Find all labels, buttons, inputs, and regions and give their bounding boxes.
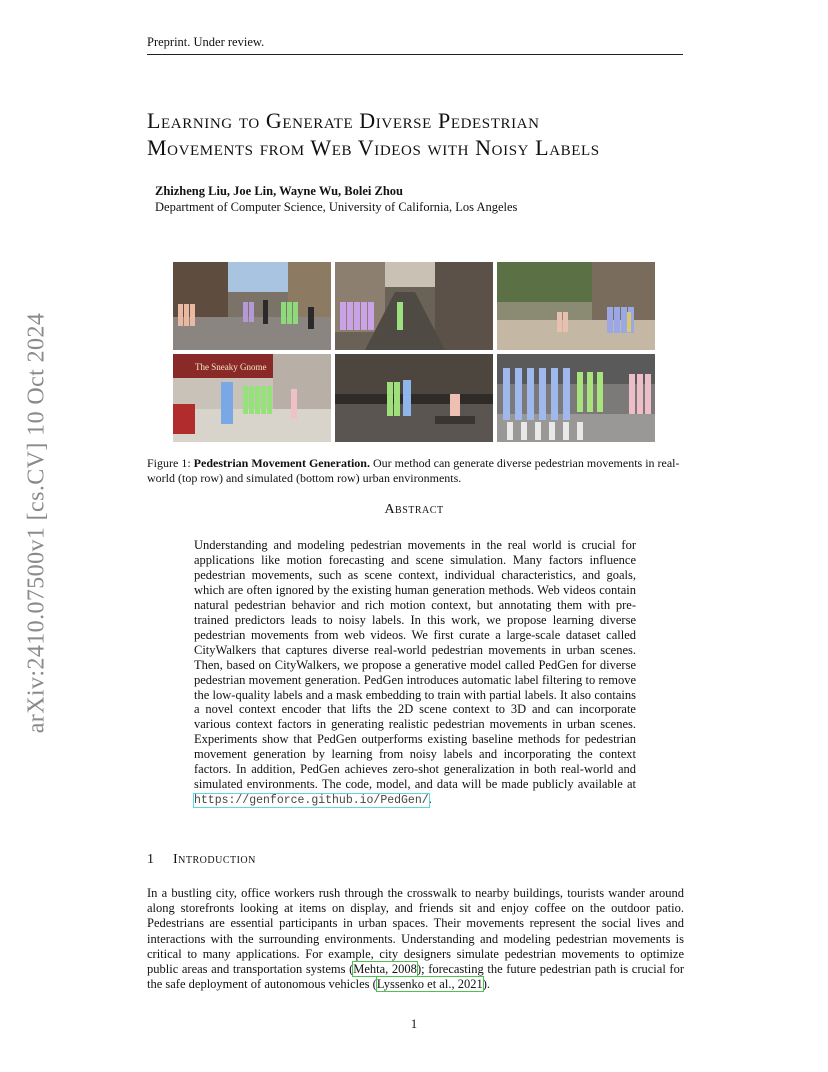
caption-text: Our method can generate diverse pedestrian movements in real-world (top row) and simulated (bottom row) urban environments. [147, 456, 680, 485]
title-line-2: Movements from Web Videos with Noisy Labels [147, 135, 600, 160]
figure-panel-sim-storefront [173, 354, 331, 442]
intro-text-2: ); forecasting the future pedestrian path is crucial for the safe deployment of autonomous vehicles ( [147, 962, 684, 992]
author-list: Zhizheng Liu, Joe Lin, Wayne Wu, Bolei Zhou [155, 184, 403, 198]
figure-panel-alley [335, 262, 493, 350]
abstract-heading: Abstract [384, 502, 444, 517]
page-number: 1 [410, 1017, 418, 1031]
title-line-1: Learning to Generate Diverse Pedestrian [147, 108, 540, 133]
figure-panel-sim-crosswalk [497, 354, 655, 442]
paper-title [147, 107, 687, 161]
caption-title: Pedestrian Movement Generation. [193, 456, 370, 470]
arxiv-stamp [22, 285, 52, 760]
introduction-paragraph [147, 886, 684, 992]
section-title: Introduction [173, 852, 256, 867]
caption-label: Figure 1: [147, 456, 194, 470]
section-heading [147, 852, 256, 868]
figure-panel-plaza [497, 262, 655, 350]
section-number: 1 [147, 852, 154, 867]
figure-panel-street [173, 262, 331, 350]
affiliation: Department of Computer Science, University of California, Los Angeles [155, 200, 518, 214]
running-header: Preprint. Under review. [147, 35, 683, 55]
storefront-sign: The Sneaky Gnome [195, 362, 267, 372]
citation-lyssenko[interactable]: Lyssenko et al., 2021 [376, 977, 483, 992]
figure-panel-sim-night [335, 354, 493, 442]
citation-mehta[interactable]: Mehta, 2008 [353, 962, 417, 977]
intro-text-1: In a bustling city, office workers rush through the crosswalk to nearby buildings, tourists wander around along storefronts looking at items on display, and friends sit and enjoy coffee on the outdoor patio. Pedestrians are essential participants in urban spaces. Their movements represent the social lives and interactions with the surrounding environments. Understanding and modeling pedestrian movements is critical to many applications. For example, city designers simulate pedestrian movements to optimize public areas and transportation systems ( [147, 886, 684, 977]
abstract-end: . [428, 792, 432, 807]
figure-1 [173, 262, 655, 442]
project-link[interactable]: https://genforce.github.io/PedGen/ [194, 794, 429, 808]
intro-text-3: ). [482, 977, 490, 992]
abstract-paragraph: Understanding and modeling pedestrian movements in the real world is crucial for applications like motion forecasting and scene simulation. Many factors influence pedestrian movements, such as scene context, individual characteristics, and goals, which are often ignored by the existing human generation methods. Web videos contain natural pedestrian behavior and rich motion context, but annotating them with pre-trained predictors leads to noisy labels. In this work, we propose learning diverse pedestrian movements from web videos. We first curate a large-scale dataset called CityWalkers that captures diverse real-world pedestrian movements in urban scenes. Then, based on CityWalkers, we propose a generative model called PedGen for diverse pedestrian movement generation. PedGen introduces automatic label filtering to remove the low-quality labels and a mask embedding to train with partial labels. It also contains a novel context encoder that lifts the 2D scene context to 3D and can incorporate various context factors in generating realistic pedestrian movements in urban scenes. Experiments show that PedGen outperforms existing baseline methods for pedestrian movement generation by learning from noisy labels and incorporating the context factors. In addition, PedGen achieves zero-shot generalization in both real-world and simulated environments. The code, model, and data will be made publicly available at [194, 538, 636, 792]
figure-caption [147, 456, 684, 486]
abstract-text [194, 538, 636, 809]
arxiv-identifier: arXiv:2410.07500v1 [cs.CV] 10 Oct 2024 [23, 312, 50, 733]
